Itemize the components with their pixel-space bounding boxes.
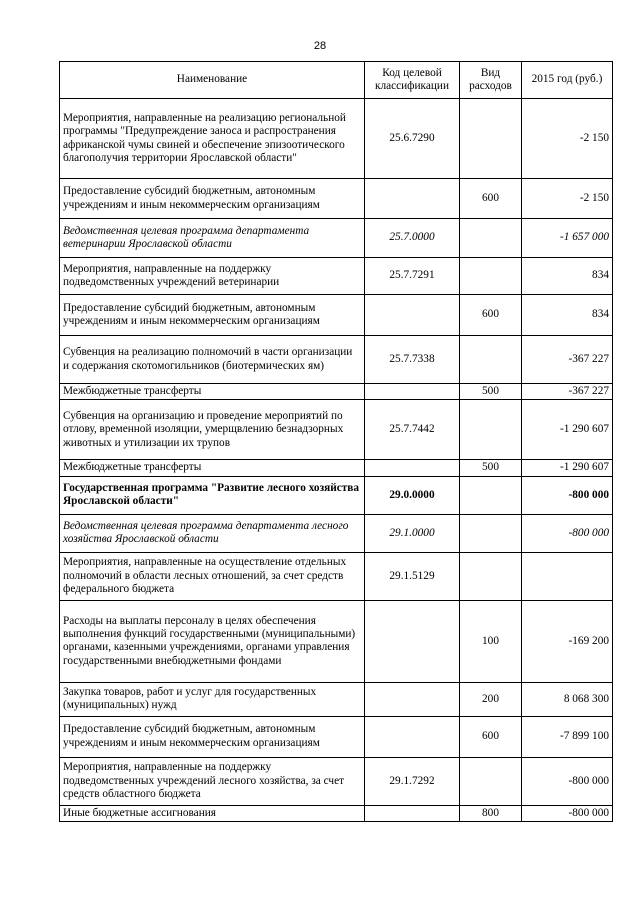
cell-type	[460, 99, 522, 179]
cell-code	[365, 682, 460, 716]
table-row	[60, 295, 613, 336]
cell-name: Межбюджетные трансферты	[60, 460, 365, 476]
cell-type: 500	[460, 384, 522, 400]
cell-type: 600	[460, 295, 522, 336]
cell-amount: -1 657 000	[522, 219, 613, 258]
cell-amount: -800 000	[522, 476, 613, 514]
cell-type	[460, 336, 522, 384]
table-row	[60, 476, 613, 514]
table-row	[60, 219, 613, 258]
cell-name: Закупка товаров, работ и услуг для государственных (муниципальных) нужд	[60, 682, 365, 716]
table-header-row	[60, 62, 613, 99]
cell-amount: -367 227	[522, 384, 613, 400]
cell-type	[460, 552, 522, 600]
cell-amount: -169 200	[522, 600, 613, 682]
cell-code: 25.7.7442	[365, 400, 460, 460]
table-row	[60, 460, 613, 476]
cell-amount: -800 000	[522, 514, 613, 552]
cell-name: Субвенция на организацию и проведение мероприятий по отлову, временной изоляции, умерщвлению безнадзорных животных и утилизации их трупов	[60, 400, 365, 460]
cell-name: Предоставление субсидий бюджетным, автономным учреждениям и иным некоммерческим организациям	[60, 716, 365, 757]
table-row	[60, 384, 613, 400]
cell-type	[460, 757, 522, 805]
cell-type	[460, 258, 522, 295]
cell-type	[460, 476, 522, 514]
cell-code	[365, 716, 460, 757]
cell-code: 25.6.7290	[365, 99, 460, 179]
cell-code: 29.1.7292	[365, 757, 460, 805]
cell-amount: 8 068 300	[522, 682, 613, 716]
page-number: 28	[313, 40, 327, 52]
table-row	[60, 552, 613, 600]
cell-name: Мероприятия, направленные на поддержку подведомственных учреждений ветеринарии	[60, 258, 365, 295]
cell-code: 29.1.5129	[365, 552, 460, 600]
table-row	[60, 682, 613, 716]
cell-code	[365, 295, 460, 336]
table-row	[60, 600, 613, 682]
cell-code: 29.0.0000	[365, 476, 460, 514]
header-code: Код целевой классификации	[365, 62, 460, 99]
cell-amount: -800 000	[522, 805, 613, 821]
table-row	[60, 514, 613, 552]
table-row	[60, 179, 613, 219]
cell-name: Межбюджетные трансферты	[60, 384, 365, 400]
header-name: Наименование	[60, 62, 365, 99]
cell-name: Предоставление субсидий бюджетным, автономным учреждениям и иным некоммерческим организациям	[60, 179, 365, 219]
cell-code: 25.7.0000	[365, 219, 460, 258]
cell-name: Иные бюджетные ассигнования	[60, 805, 365, 821]
cell-type: 800	[460, 805, 522, 821]
table-row	[60, 716, 613, 757]
cell-name: Мероприятия, направленные на поддержку подведомственных учреждений лесного хозяйства, за счет средств областного бюджета	[60, 757, 365, 805]
cell-code	[365, 460, 460, 476]
cell-name: Ведомственная целевая программа департамента ветеринарии Ярославской области	[60, 219, 365, 258]
cell-type	[460, 400, 522, 460]
cell-amount: -7 899 100	[522, 716, 613, 757]
cell-code	[365, 179, 460, 219]
cell-code: 25.7.7291	[365, 258, 460, 295]
cell-amount: -2 150	[522, 99, 613, 179]
cell-name: Государственная программа "Развитие лесного хозяйства Ярославской области"	[60, 476, 365, 514]
cell-name: Мероприятия, направленные на осуществление отдельных полномочий в области лесных отношений, за счет средств федерального бюджета	[60, 552, 365, 600]
cell-type: 500	[460, 460, 522, 476]
cell-type: 600	[460, 716, 522, 757]
cell-code: 29.1.0000	[365, 514, 460, 552]
table-body	[60, 99, 613, 822]
cell-amount: -1 290 607	[522, 400, 613, 460]
cell-code	[365, 805, 460, 821]
cell-type: 200	[460, 682, 522, 716]
cell-amount: -1 290 607	[522, 460, 613, 476]
cell-amount: -2 150	[522, 179, 613, 219]
cell-type: 600	[460, 179, 522, 219]
table-row	[60, 757, 613, 805]
table-row	[60, 400, 613, 460]
table-row	[60, 805, 613, 821]
cell-code	[365, 384, 460, 400]
header-type: Вид расходов	[460, 62, 522, 99]
cell-amount: -367 227	[522, 336, 613, 384]
cell-name: Ведомственная целевая программа департамента лесного хозяйства Ярославской области	[60, 514, 365, 552]
cell-code	[365, 600, 460, 682]
cell-code: 25.7.7338	[365, 336, 460, 384]
budget-table	[59, 61, 613, 822]
table-row	[60, 99, 613, 179]
header-amount: 2015 год (руб.)	[522, 62, 613, 99]
table-row	[60, 258, 613, 295]
cell-type	[460, 219, 522, 258]
cell-amount	[522, 552, 613, 600]
cell-type	[460, 514, 522, 552]
table-row	[60, 336, 613, 384]
cell-type: 100	[460, 600, 522, 682]
cell-amount: -800 000	[522, 757, 613, 805]
cell-name: Расходы на выплаты персоналу в целях обеспечения выполнения функций государственными (муниципальными) органами, казенными учреждениями, органами управления государственными внебюджетными фондами	[60, 600, 365, 682]
cell-name: Субвенция на реализацию полномочий в части организации и содержания скотомогильников (биотермических ям)	[60, 336, 365, 384]
cell-name: Мероприятия, направленные на реализацию региональной программы "Предупреждение заноса и распространения африканской чумы свиней и обеспечение эпизоотического благополучия территории Ярославской области"	[60, 99, 365, 179]
cell-name: Предоставление субсидий бюджетным, автономным учреждениям и иным некоммерческим организациям	[60, 295, 365, 336]
cell-amount: 834	[522, 258, 613, 295]
cell-amount: 834	[522, 295, 613, 336]
